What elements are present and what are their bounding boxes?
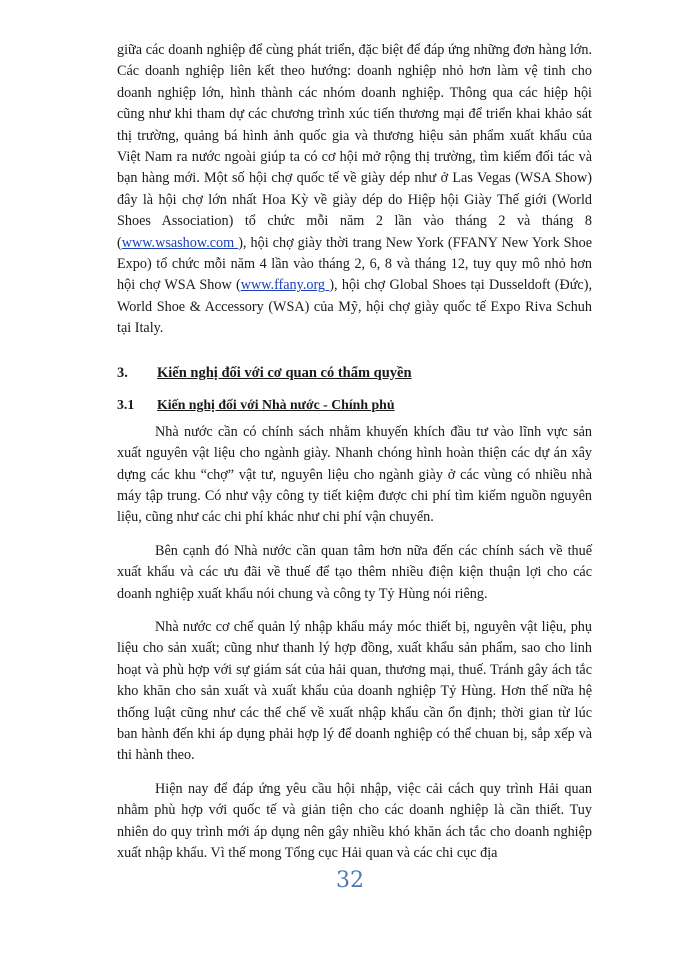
section-title: Kiến nghị đối với cơ quan có thẩm quyền: [157, 364, 412, 381]
paragraph-text: giữa các doanh nghiệp để cùng phát triển, đặc biệt để đáp ứng những đơn hàng lớn. Các doanh nghiệp liên kết theo hướng: doanh nghiệp nhỏ hơn làm vệ tinh cho doanh nghiệp lớn, hình thành các nhóm doanh nghiệp. Thông qua các hiệp hội cũng như khi tham dự các chương trình xúc tiến thương mại để triển khai khảo sát thị trường, quảng bá hình ảnh quốc gia và thương hiệu sản phẩm xuất khẩu của Việt Nam ra nước ngoài giúp ta có cơ hội mở rộng thị trường, tìm kiếm đối tác và bạn hàng mới. Một số hội chợ quốc tế về giày dép như ở Las Vegas (WSA Show) đây là hội chợ lớn nhất Hoa Kỳ về giày dép do Hiệp hội Giày Thế giới (World Shoes Association) tổ chức mỗi năm 2 lần vào tháng 2 và tháng 8 (: [117, 42, 592, 251]
paragraph-raw-materials: Nhà nước cần có chính sách nhằm khuyến khích đầu tư vào lĩnh vực sản xuất nguyên vật liệu cho ngành giày. Nhanh chóng hình hoàn thiện các dự án xây dựng các khu “chợ” vật tư, nguyên liệu cho ngành giày ở các vùng có nhiều nhà máy tập trung. Có như vậy công ty tiết kiệm được chi phí tìm kiếm nguồn nguyên liệu, cũng như các chi phí khác như chi phí vận chuyển.: [117, 423, 592, 526]
subsection-heading-3-1: [117, 394, 592, 416]
paragraph-import-management: Nhà nước cơ chế quản lý nhập khẩu máy móc thiết bị, nguyên vật liệu, phụ liệu cho sản xuất; cũng như thanh lý hợp đồng, xuất khẩu sản phẩm, sao cho linh hoạt và phù hợp với sự giám sát của hải quan, thương mại, thuế. Tránh gây ách tắc kho khăn cho sản xuất và xuất khẩu của doanh nghiệp Tỷ Hùng. Hơn thế nữa hệ thống luật cũng như các thể chế về xuất nhập khẩu cần ổn định; thời gian từ lúc ban hành đến khi áp dụng phải hợp lý để doanh nghiệp có thể chuan bị, sắp xếp và thi hành theo.: [117, 618, 592, 764]
page-content: [117, 40, 592, 864]
paragraph-text: ), hội chợ giày thời trang New York (FFANY New York Shoe Expo) tổ chức mỗi năm 4 lần vào tháng 2, 6, 8 và tháng 12, tuy quy mô nhỏ hơn hội chợ WSA Show (: [117, 234, 592, 294]
paragraph-text: ), hội chợ Global Shoes tại Dusseldoft (Đức), World Shoe & Accessory (WSA) của Mỹ, hội chợ giày quốc tế Expo Riva Schuh tại Italy.: [117, 277, 592, 337]
subsection-number: 3.1: [117, 396, 135, 412]
paragraph-export-tax: Bên cạnh đó Nhà nước cần quan tâm hơn nữa đến các chính sách về thuế xuất khẩu và các ưu đãi về thuế để tạo thêm nhiều điện kiện thuận lợi cho các doanh nghiệp xuất khẩu nói chung và công ty Tỷ Hùng nói riêng.: [117, 542, 592, 602]
ffany-link[interactable]: www.ffany.org: [240, 277, 330, 294]
wsashow-link[interactable]: www.wsashow.com: [121, 234, 239, 251]
paragraph-customs-reform: Hiện nay để đáp ứng yêu cầu hội nhập, việc cải cách quy trình Hải quan nhằm phù hợp với quốc tế và giản tiện cho các doanh nghiệp là cần thiết. Tuy nhiên do quy trình mới áp dụng nên gây nhiều khó khăn ách tắc cho doanh nghiệp xuất nhập khẩu. Vì thế mong Tổng cục Hải quan và các chi cục địa: [117, 780, 592, 861]
section-heading-3: [117, 362, 592, 384]
page-number: 32: [336, 868, 364, 893]
section-number: 3.: [117, 364, 128, 381]
paragraph-trade-fairs: [117, 40, 592, 340]
subsection-title: Kiến nghị đối với Nhà nước - Chính phủ: [157, 396, 395, 412]
